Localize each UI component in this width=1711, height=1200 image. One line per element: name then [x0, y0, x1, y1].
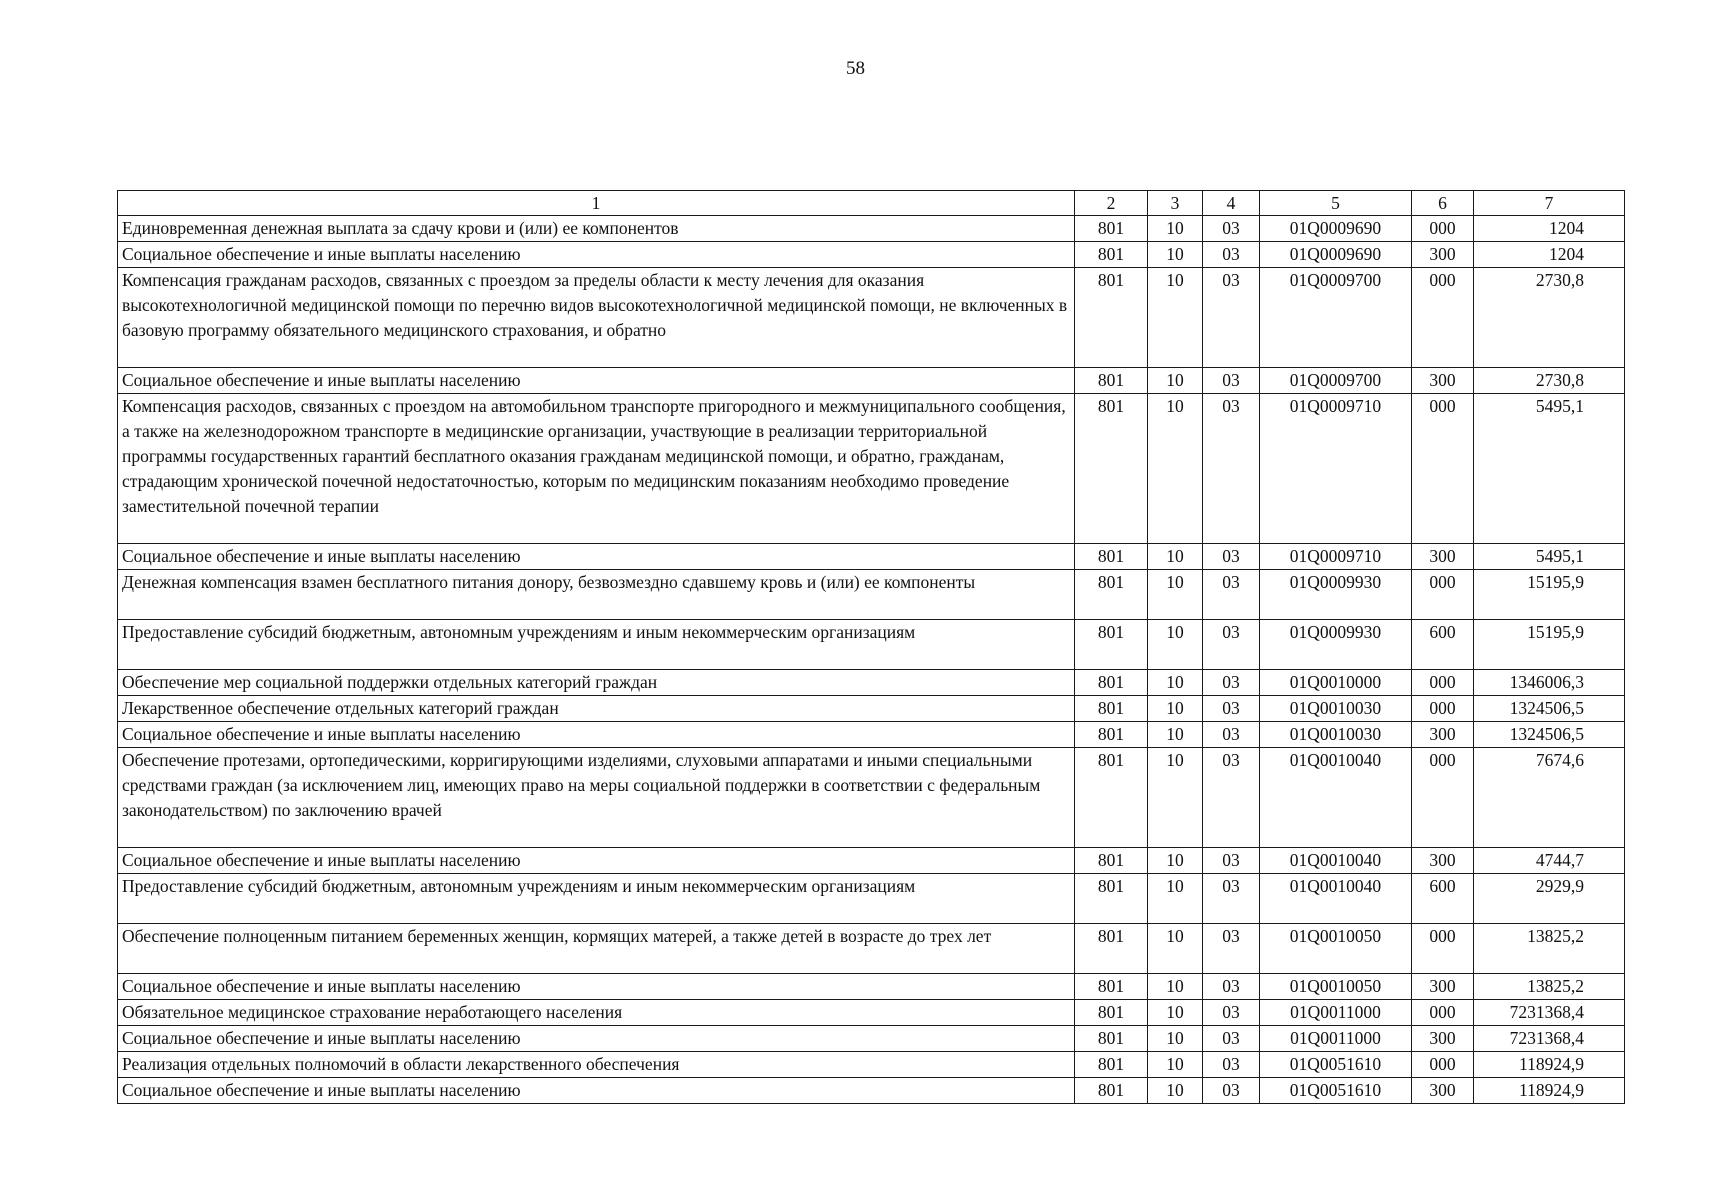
row-name: Реализация отдельных полномочий в области лекарственного обеспечения	[118, 1052, 1075, 1078]
header-row	[118, 191, 1625, 216]
table-row	[118, 924, 1625, 974]
table-row	[118, 368, 1625, 394]
row-col-5: 01Q0010030	[1260, 696, 1412, 722]
row-col-6: 000	[1412, 748, 1474, 848]
row-col-5: 01Q0009930	[1260, 570, 1412, 620]
row-col-6: 600	[1412, 620, 1474, 670]
row-col-5: 01Q0009930	[1260, 620, 1412, 670]
row-col-4: 03	[1203, 696, 1260, 722]
row-col-5: 01Q0009690	[1260, 242, 1412, 268]
row-col-6: 300	[1412, 974, 1474, 1000]
row-col-4: 03	[1203, 974, 1260, 1000]
row-col-5: 01Q0010040	[1260, 848, 1412, 874]
row-col-5: 01Q0009700	[1260, 268, 1412, 368]
row-col-7: 15195,9	[1474, 570, 1625, 620]
row-col-7: 2730,8	[1474, 268, 1625, 368]
row-col-3: 10	[1148, 1052, 1203, 1078]
row-col-4: 03	[1203, 268, 1260, 368]
header-col-5: 5	[1260, 191, 1412, 216]
row-col-3: 10	[1148, 544, 1203, 570]
row-col-6: 300	[1412, 242, 1474, 268]
row-col-3: 10	[1148, 620, 1203, 670]
row-col-3: 10	[1148, 216, 1203, 242]
row-col-3: 10	[1148, 1026, 1203, 1052]
table-row	[118, 974, 1625, 1000]
row-col-2: 801	[1075, 974, 1148, 1000]
row-col-4: 03	[1203, 570, 1260, 620]
row-col-2: 801	[1075, 368, 1148, 394]
table-row	[118, 544, 1625, 570]
row-name: Социальное обеспечение и иные выплаты населению	[118, 1026, 1075, 1052]
row-col-6: 000	[1412, 394, 1474, 544]
row-col-3: 10	[1148, 874, 1203, 924]
row-col-7: 1324506,5	[1474, 696, 1625, 722]
header-col-2: 2	[1075, 191, 1148, 216]
row-col-7: 118924,9	[1474, 1078, 1625, 1104]
row-col-4: 03	[1203, 394, 1260, 544]
row-col-2: 801	[1075, 394, 1148, 544]
row-col-7: 7231368,4	[1474, 1000, 1625, 1026]
row-col-2: 801	[1075, 620, 1148, 670]
row-col-4: 03	[1203, 848, 1260, 874]
row-col-2: 801	[1075, 1078, 1148, 1104]
row-col-7: 15195,9	[1474, 620, 1625, 670]
row-col-3: 10	[1148, 722, 1203, 748]
row-col-6: 300	[1412, 722, 1474, 748]
row-name: Компенсация гражданам расходов, связанных с проездом за пределы области к месту лечения для оказания высокотехнологичной медицинской помощи по перечню видов высокотехнологичной медицинской помощи, не включенных в базовую программу обязательного медицинского страхования, и обратно	[118, 268, 1075, 368]
row-col-2: 801	[1075, 268, 1148, 368]
row-col-6: 000	[1412, 268, 1474, 368]
row-col-6: 000	[1412, 216, 1474, 242]
row-col-4: 03	[1203, 1026, 1260, 1052]
row-col-5: 01Q0010030	[1260, 722, 1412, 748]
row-col-7: 13825,2	[1474, 974, 1625, 1000]
row-col-7: 7674,6	[1474, 748, 1625, 848]
row-name: Обеспечение протезами, ортопедическими, корригирующими изделиями, слуховыми аппаратами и иными специальными средствами граждан (за исключением лиц, имеющих право на меры социальной поддержки в соответствии с федеральным законодательством) по заключению врачей	[118, 748, 1075, 848]
row-name: Предоставление субсидий бюджетным, автономным учреждениям и иным некоммерческим организациям	[118, 874, 1075, 924]
table-row	[118, 268, 1625, 368]
row-col-5: 01Q0010040	[1260, 748, 1412, 848]
header-col-1: 1	[118, 191, 1075, 216]
row-col-3: 10	[1148, 670, 1203, 696]
row-col-7: 4744,7	[1474, 848, 1625, 874]
row-col-2: 801	[1075, 1052, 1148, 1078]
row-col-5: 01Q0010050	[1260, 974, 1412, 1000]
row-col-5: 01Q0009690	[1260, 216, 1412, 242]
table-row	[118, 874, 1625, 924]
row-col-3: 10	[1148, 394, 1203, 544]
row-col-4: 03	[1203, 242, 1260, 268]
row-name: Денежная компенсация взамен бесплатного питания донору, безвозмездно сдавшему кровь и (или) ее компоненты	[118, 570, 1075, 620]
row-col-6: 300	[1412, 368, 1474, 394]
row-col-3: 10	[1148, 570, 1203, 620]
row-col-2: 801	[1075, 924, 1148, 974]
row-name: Социальное обеспечение и иные выплаты населению	[118, 974, 1075, 1000]
row-col-2: 801	[1075, 874, 1148, 924]
row-col-5: 01Q0010050	[1260, 924, 1412, 974]
page-number: 58	[846, 58, 865, 79]
row-name: Компенсация расходов, связанных с проездом на автомобильном транспорте пригородного и межмуниципального сообщения, а также на железнодорожном транспорте в медицинские организации, участвующие в реализации территориальной программы государственных гарантий бесплатного оказания гражданам медицинской помощи, и обратно, гражданам, страдающим хронической почечной недостаточностью, которым по медицинским показаниям необходимо проведение заместительной почечной терапии	[118, 394, 1075, 544]
table-row	[118, 570, 1625, 620]
row-col-5: 01Q0051610	[1260, 1052, 1412, 1078]
header-col-6: 6	[1412, 191, 1474, 216]
row-col-3: 10	[1148, 924, 1203, 974]
row-col-7: 2730,8	[1474, 368, 1625, 394]
table-row	[118, 1052, 1625, 1078]
row-col-3: 10	[1148, 268, 1203, 368]
row-name: Социальное обеспечение и иные выплаты населению	[118, 368, 1075, 394]
table-row	[118, 722, 1625, 748]
row-col-5: 01Q0051610	[1260, 1078, 1412, 1104]
row-col-2: 801	[1075, 242, 1148, 268]
row-col-7: 1204	[1474, 216, 1625, 242]
row-name: Социальное обеспечение и иные выплаты населению	[118, 722, 1075, 748]
row-col-2: 801	[1075, 722, 1148, 748]
row-col-7: 2929,9	[1474, 874, 1625, 924]
row-col-7: 7231368,4	[1474, 1026, 1625, 1052]
row-name: Социальное обеспечение и иные выплаты населению	[118, 848, 1075, 874]
row-col-2: 801	[1075, 544, 1148, 570]
row-col-2: 801	[1075, 670, 1148, 696]
row-col-4: 03	[1203, 544, 1260, 570]
row-name: Обеспечение мер социальной поддержки отдельных категорий граждан	[118, 670, 1075, 696]
header-col-4: 4	[1203, 191, 1260, 216]
row-col-6: 000	[1412, 1000, 1474, 1026]
row-col-4: 03	[1203, 1052, 1260, 1078]
row-col-3: 10	[1148, 1078, 1203, 1104]
table-row	[118, 1026, 1625, 1052]
row-col-4: 03	[1203, 368, 1260, 394]
row-col-7: 13825,2	[1474, 924, 1625, 974]
row-col-3: 10	[1148, 242, 1203, 268]
row-col-3: 10	[1148, 748, 1203, 848]
row-col-7: 5495,1	[1474, 394, 1625, 544]
row-col-2: 801	[1075, 696, 1148, 722]
row-col-6: 300	[1412, 544, 1474, 570]
row-col-2: 801	[1075, 1026, 1148, 1052]
row-col-3: 10	[1148, 848, 1203, 874]
row-name: Единовременная денежная выплата за сдачу крови и (или) ее компонентов	[118, 216, 1075, 242]
table-row	[118, 620, 1625, 670]
row-col-5: 01Q0010000	[1260, 670, 1412, 696]
row-col-2: 801	[1075, 848, 1148, 874]
row-name: Социальное обеспечение и иные выплаты населению	[118, 242, 1075, 268]
row-col-6: 000	[1412, 570, 1474, 620]
row-col-7: 1204	[1474, 242, 1625, 268]
row-col-4: 03	[1203, 1078, 1260, 1104]
row-col-7: 5495,1	[1474, 544, 1625, 570]
row-col-5: 01Q0009710	[1260, 394, 1412, 544]
row-name: Социальное обеспечение и иные выплаты населению	[118, 1078, 1075, 1104]
row-name: Обязательное медицинское страхование неработающего населения	[118, 1000, 1075, 1026]
row-col-5: 01Q0010040	[1260, 874, 1412, 924]
table-row	[118, 748, 1625, 848]
row-col-6: 000	[1412, 924, 1474, 974]
table-row	[118, 242, 1625, 268]
row-col-2: 801	[1075, 748, 1148, 848]
header-col-7: 7	[1474, 191, 1625, 216]
row-col-6: 300	[1412, 1078, 1474, 1104]
row-col-4: 03	[1203, 748, 1260, 848]
row-col-2: 801	[1075, 570, 1148, 620]
row-col-4: 03	[1203, 924, 1260, 974]
row-col-4: 03	[1203, 874, 1260, 924]
table-row	[118, 394, 1625, 544]
table-row	[118, 216, 1625, 242]
table-row	[118, 1000, 1625, 1026]
row-col-5: 01Q0009700	[1260, 368, 1412, 394]
table-row	[118, 1078, 1625, 1104]
row-col-4: 03	[1203, 216, 1260, 242]
row-col-6: 300	[1412, 1026, 1474, 1052]
row-col-2: 801	[1075, 216, 1148, 242]
table-row	[118, 670, 1625, 696]
row-col-7: 1324506,5	[1474, 722, 1625, 748]
row-name: Лекарственное обеспечение отдельных категорий граждан	[118, 696, 1075, 722]
row-col-5: 01Q0011000	[1260, 1000, 1412, 1026]
row-col-2: 801	[1075, 1000, 1148, 1026]
row-col-6: 000	[1412, 670, 1474, 696]
row-col-3: 10	[1148, 1000, 1203, 1026]
row-col-4: 03	[1203, 670, 1260, 696]
row-col-4: 03	[1203, 1000, 1260, 1026]
row-col-5: 01Q0011000	[1260, 1026, 1412, 1052]
table-row	[118, 848, 1625, 874]
row-col-4: 03	[1203, 722, 1260, 748]
row-col-6: 600	[1412, 874, 1474, 924]
header-col-3: 3	[1148, 191, 1203, 216]
row-col-4: 03	[1203, 620, 1260, 670]
row-name: Социальное обеспечение и иные выплаты населению	[118, 544, 1075, 570]
row-col-7: 118924,9	[1474, 1052, 1625, 1078]
table-row	[118, 696, 1625, 722]
row-col-3: 10	[1148, 368, 1203, 394]
row-col-3: 10	[1148, 696, 1203, 722]
row-name: Обеспечение полноценным питанием беременных женщин, кормящих матерей, а также детей в возрасте до трех лет	[118, 924, 1075, 974]
row-name: Предоставление субсидий бюджетным, автономным учреждениям и иным некоммерческим организациям	[118, 620, 1075, 670]
row-col-6: 300	[1412, 848, 1474, 874]
row-col-7: 1346006,3	[1474, 670, 1625, 696]
row-col-3: 10	[1148, 974, 1203, 1000]
budget-table	[117, 190, 1625, 1104]
row-col-6: 000	[1412, 1052, 1474, 1078]
row-col-6: 000	[1412, 696, 1474, 722]
row-col-5: 01Q0009710	[1260, 544, 1412, 570]
